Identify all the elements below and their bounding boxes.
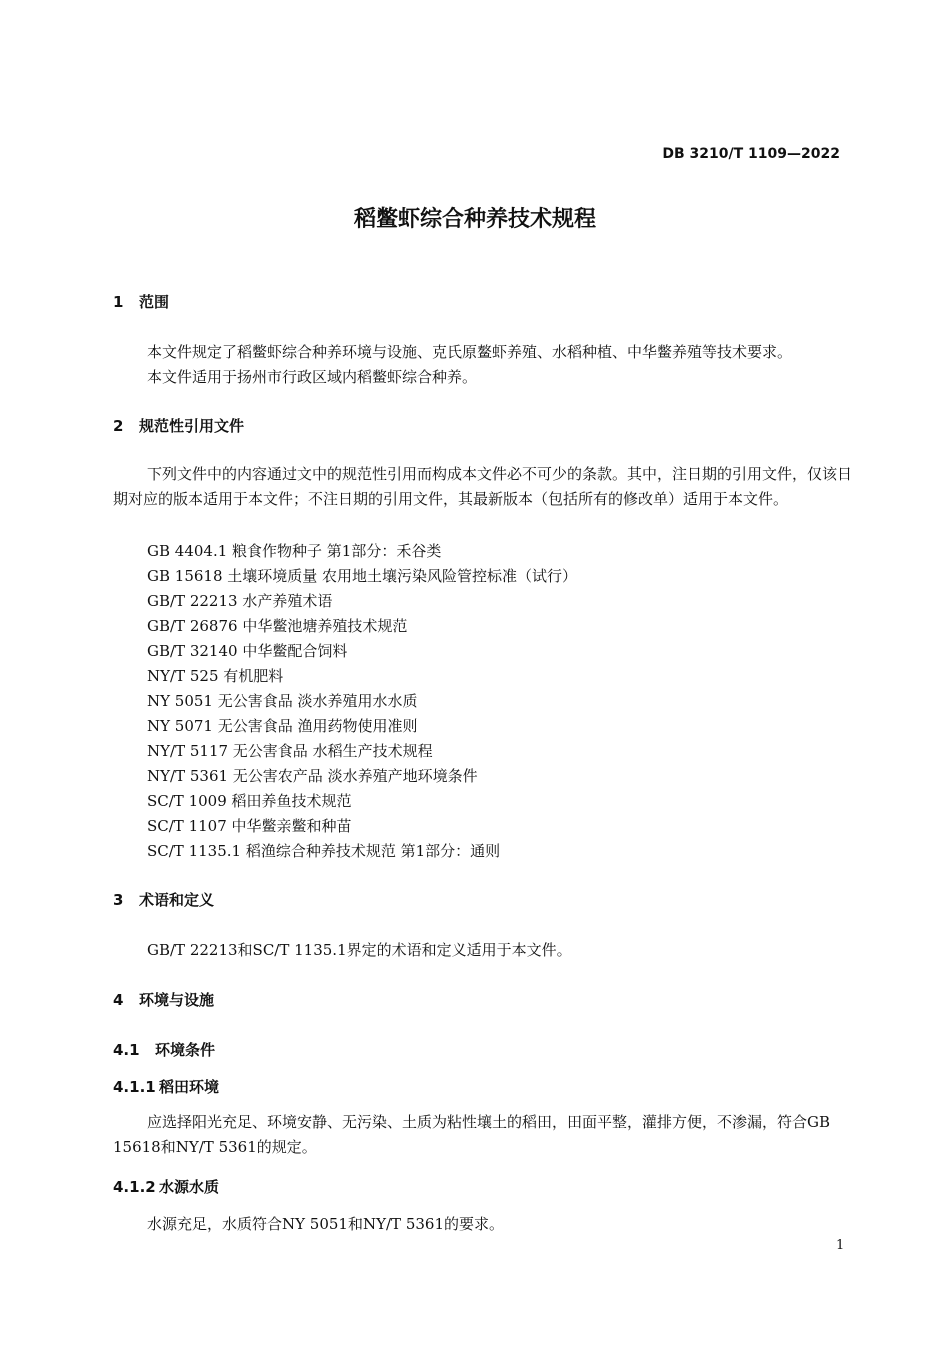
section-number: 4.1.2 (113, 1178, 156, 1196)
section-title: 术语和定义 (139, 891, 215, 909)
reference-item: NY 5071 无公害食品 渔用药物使用准则 (147, 717, 418, 735)
section-title: 环境条件 (155, 1041, 216, 1059)
reference-item: NY 5051 无公害食品 淡水养殖用水水质 (147, 692, 418, 710)
reference-item: SC/T 1135.1 稻渔综合种养技术规范 第1部分：通则 (147, 842, 501, 860)
section-number: 1 (113, 293, 124, 311)
page-number: 1 (836, 1238, 845, 1253)
paragraph: 水源充足，水质符合NY 5051和NY/T 5361的要求。 (147, 1215, 504, 1233)
reference-item: NY/T 5117 无公害食品 水稻生产技术规程 (147, 742, 433, 760)
paragraph: 本文件适用于扬州市行政区域内稻鳖虾综合种养。 (147, 368, 478, 386)
paragraph: GB/T 22213和SC/T 1135.1界定的术语和定义适用于本文件。 (147, 941, 572, 959)
paragraph: 下列文件中的内容通过文中的规范性引用而构成本文件必不可少的条款。其中，注日期的引用文件，仅该日期对应的版本适用于本文件；不注日期的引用文件，其最新版本（包括所有的修改单）适用于本文件。 (113, 465, 853, 508)
section-4-1-heading (113, 1039, 215, 1060)
reference-item: GB/T 32140 中华鳖配合饲料 (147, 642, 348, 660)
section-number: 4 (113, 991, 124, 1009)
section-title: 水源水质 (159, 1178, 220, 1196)
section-4-heading (113, 989, 214, 1010)
reference-item: NY/T 5361 无公害农产品 淡水养殖产地环境条件 (147, 767, 478, 785)
reference-item: GB 15618 土壤环境质量 农用地土壤污染风险管控标准（试行） (147, 567, 578, 585)
reference-item: SC/T 1107 中华鳖亲鳖和种苗 (147, 817, 352, 835)
section-number: 3 (113, 891, 124, 909)
section-2-heading (113, 415, 244, 436)
section-number: 4.1.1 (113, 1078, 156, 1096)
section-title: 规范性引用文件 (139, 417, 245, 435)
section-title: 环境与设施 (139, 991, 215, 1009)
section-1-heading (113, 291, 169, 312)
reference-item: SC/T 1009 稻田养鱼技术规范 (147, 792, 352, 810)
paragraph: 应选择阳光充足、环境安静、无污染、土质为粘性壤土的稻田，田面平整，灌排方便，不渗漏，符合GB 15618和NY/T 5361的规定。 (113, 1113, 831, 1156)
page-title: 稻鳖虾综合种养技术规程 (353, 207, 596, 232)
section-title: 稻田环境 (159, 1078, 220, 1096)
section-4-1-2-heading (113, 1176, 219, 1197)
section-title: 范围 (139, 293, 170, 311)
section-3-heading (113, 889, 214, 910)
reference-item: GB/T 26876 中华鳖池塘养殖技术规范 (147, 617, 408, 635)
reference-item: NY/T 525 有机肥料 (147, 667, 284, 685)
document-code: DB 3210/T 1109—2022 (662, 146, 840, 162)
section-number: 4.1 (113, 1041, 140, 1059)
reference-item: GB/T 22213 水产养殖术语 (147, 592, 333, 610)
reference-item: GB 4404.1 粮食作物种子 第1部分：禾谷类 (147, 542, 442, 560)
section-4-1-1-heading (113, 1076, 219, 1097)
section-number: 2 (113, 417, 124, 435)
paragraph: 本文件规定了稻鳖虾综合种养环境与设施、克氏原鳌虾养殖、水稻种植、中华鳖养殖等技术要求。 (147, 343, 793, 361)
